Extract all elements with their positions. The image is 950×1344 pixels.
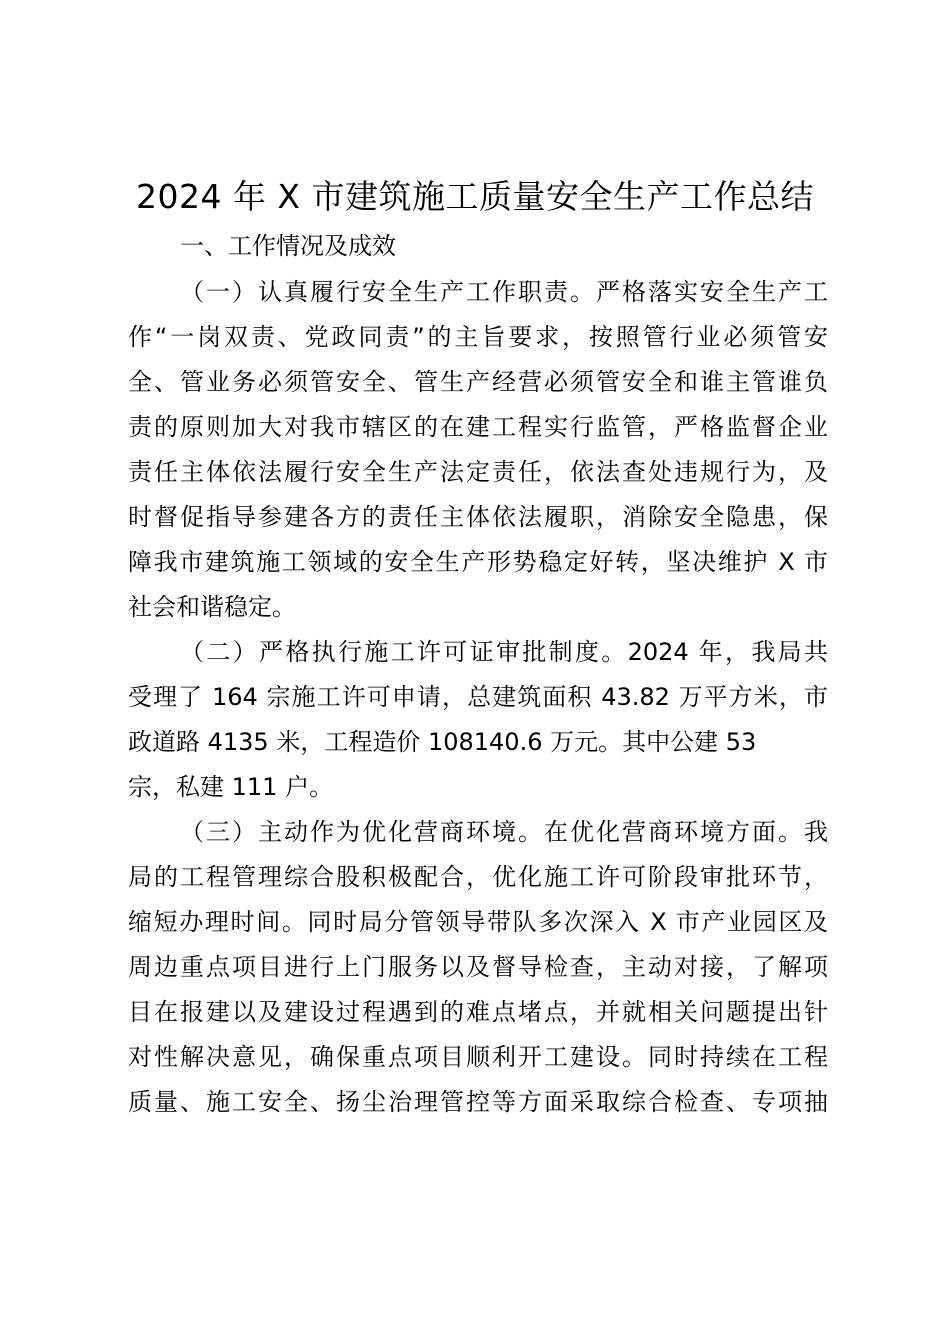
paragraph-2 [128,630,828,810]
paragraph-line: 全、管业务必须管安全、管生产经营必须管安全和谁主管谁负 [128,368,828,396]
paragraph-line: 责任主体依法履行安全生产法定责任，依法查处违规行为，及 [128,458,828,486]
paragraph-3 [128,810,828,1125]
paragraph-line: 责的原则加大对我市辖区的在建工程实行监管，严格监督企业 [128,413,828,441]
paragraph-line: 周边重点项目进行上门服务以及督导检查，主动对接，了解项 [128,953,828,981]
paragraph-line: 缩短办理时间。同时局分管领导带队多次深入 X 市产业园区及 [128,908,828,936]
section-heading-text: 一、工作情况及成效 [180,232,396,260]
paragraph-line: 对性解决意见，确保重点项目顺利开工建设。同时持续在工程 [128,1043,828,1071]
paragraph-line: 受理了 164 宗施工许可申请，总建筑面积 43.82 万平方米，市 [128,683,828,711]
paragraph-line: （一）认真履行安全生产工作职责。严格落实安全生产工 [180,278,828,306]
paragraph-line: 局的工程管理综合股积极配合，优化施工许可阶段审批环节， [128,863,828,891]
paragraph-line: 宗，私建 111 户。 [128,773,334,801]
paragraph-line: （二）严格执行施工许可证审批制度。2024 年，我局共 [180,638,828,666]
document-title: 2024 年 X 市建筑施工质量安全生产工作总结 [135,177,815,216]
paragraph-line: （三）主动作为优化营商环境。在优化营商环境方面。我 [180,818,828,846]
paragraph-line: 作“一岗双责、党政同责”的主旨要求，按照管行业必须管安 [128,323,828,351]
paragraph-line: 政道路 4135 米，工程造价 108140.6 万元。其中公建 53 [128,728,757,756]
paragraph-line: 障我市建筑施工领域的安全生产形势稳定好转，坚决维护 X 市 [128,548,828,576]
section-heading [128,224,828,269]
paragraph-line: 社会和谐稳定。 [128,593,296,621]
paragraph-1 [128,270,828,630]
paragraph-line: 时督促指导参建各方的责任主体依法履职，消除安全隐患，保 [128,503,828,531]
paragraph-line: 目在报建以及建设过程遇到的难点堵点，并就相关问题提出针 [128,998,828,1026]
paragraph-line: 质量、施工安全、扬尘治理管控等方面采取综合检查、专项抽 [128,1088,828,1116]
